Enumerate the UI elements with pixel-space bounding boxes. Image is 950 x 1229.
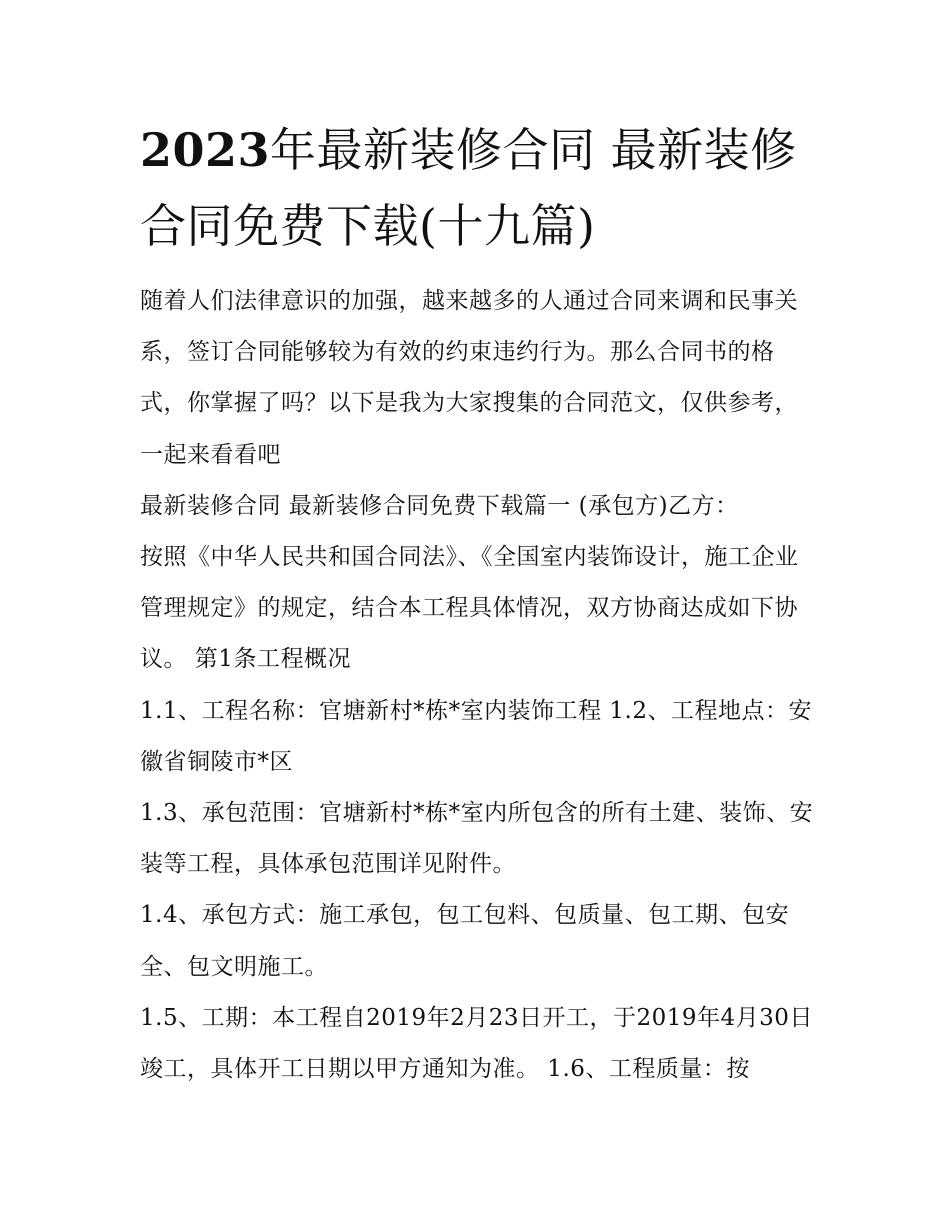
- clause-1-4: 1.4、承包方式：施工承包，包工包料、包质量、包工期、包安全、包文明施工。: [140, 902, 790, 980]
- intro-paragraph: 随着人们法律意识的加强，越来越多的人通过合同来调和民事关系，签订合同能够较为有效的约束违约行为。那么合同书的格式，你掌握了吗？以下是我为大家搜集的合同范文，仅供参考，一起来看看吧: [140, 288, 798, 468]
- clause-1-3: 1.3、承包范围：官塘新村*栋*室内所包含的所有土建、装饰、安装等工程，具体承包范围详见附件。: [140, 800, 814, 878]
- document-title-year: 2023: [140, 123, 271, 177]
- document-title-text: 年最新装修合同 最新装修合同免费下载(十九篇): [140, 123, 797, 253]
- section-heading: 最新装修合同 最新装修合同免费下载篇一 (承包方)乙方：: [140, 492, 739, 519]
- clause-1-1: 1.1、工程名称：官塘新村*栋*室内装饰工程 1.2、工程地点：安徽省铜陵市*区: [140, 697, 812, 775]
- agreement-paragraph: 按照《中华人民共和国合同法》、《全国室内装饰设计，施工企业管理规定》的规定，结合本工程具体情况，双方协商达成如下协议。 第1条工程概况: [140, 544, 799, 673]
- clause-1-5: 1.5、工期：本工程自2019年2月23日开工，于2019年4月30日竣工，具体开工日期以甲方通知为准。 1.6、工程质量：按: [140, 1004, 813, 1083]
- document-body: [140, 276, 815, 1095]
- document-title: [140, 112, 820, 264]
